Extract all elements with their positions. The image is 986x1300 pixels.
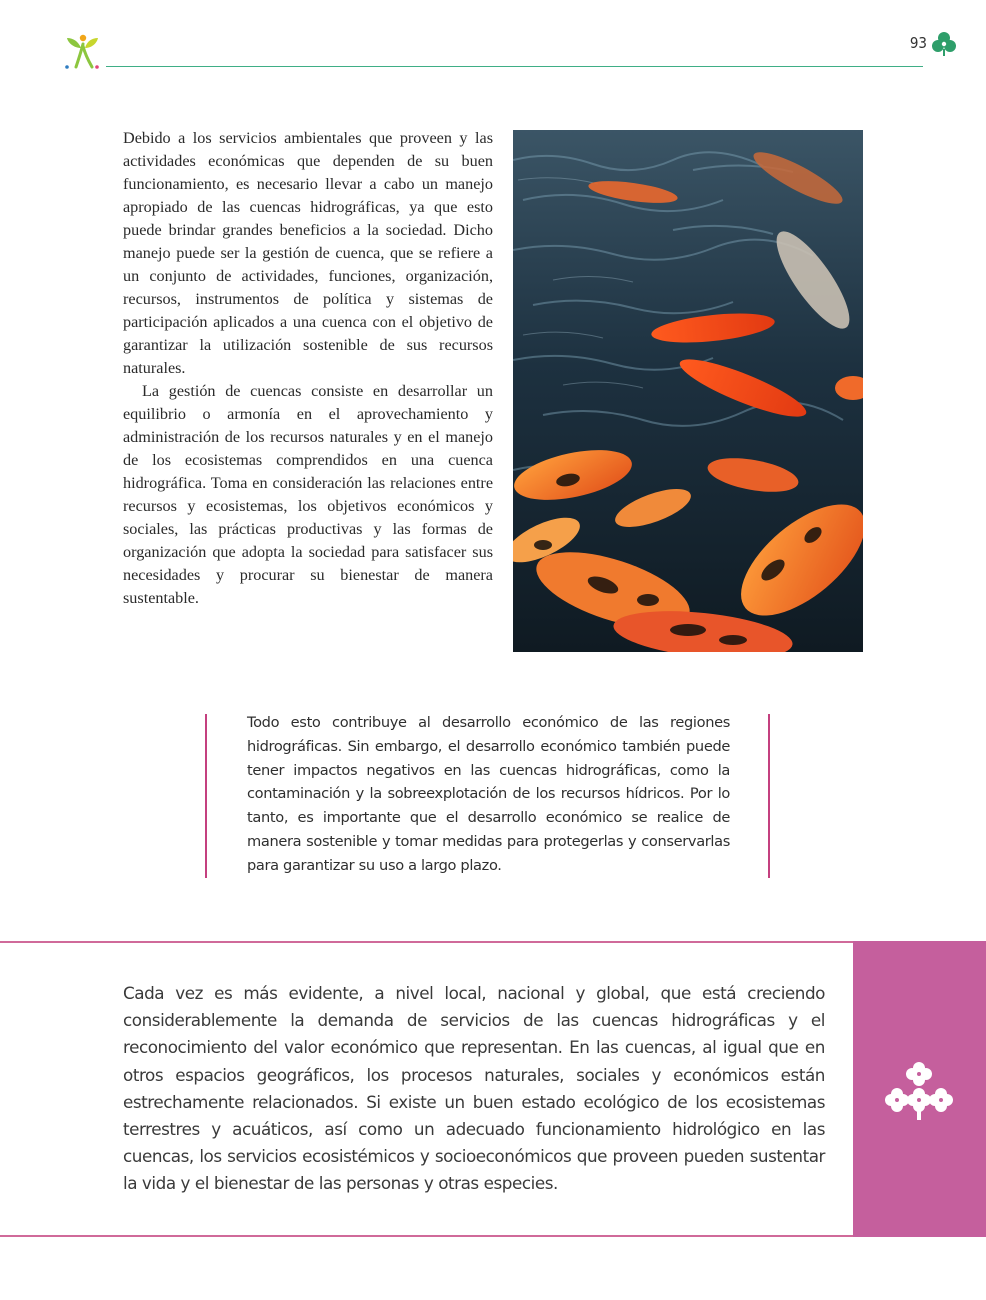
person-leaves-logo-icon (62, 32, 102, 72)
white-flower-emblem-icon (883, 1054, 955, 1126)
article-paragraph: Debido a los servicios ambientales que proveen y las actividades económicas que dependen de su buen funcionamiento, es necesario llevar a cabo un manejo apropiado de las cuencas hidrográficas, ya que esto puede brindar grandes beneficios a la sociedad. Dicho manejo puede ser la gestión de cuenca, que se refiere a un conjunto de actividades, funciones, organización, recursos, instrumentos de política y sistemas de participación aplicados a una cuenca con el objetivo de garantizar la utilización sostenible de sus recursos naturales. (123, 129, 493, 377)
article-paragraph: La gestión de cuencas consiste en desarrollar un equilibrio o armonía en el aprovechamiento y administración de los recursos naturales y en el manejo de los ecosistemas comprendidos en una cuenca hidrográfica. Toma en consideración las relaciones entre recursos y ecosistemas, los objetivos económicos y sociales, las prácticas productivas y las formas de organización que adopta la sociedad para satisfacer sus necesidades y procurar su bienestar de manera sustentable. (123, 382, 493, 607)
header-rule (106, 66, 923, 67)
callout-text: Todo esto contribuye al desarrollo económico de las regiones hidrográficas. Sin embargo, el desarrollo económico también puede tener impactos negativos en las cuencas hidrográficas, como la contaminación y la sobreexplotación de los recursos hídricos. Por lo tanto, es importante que el desarrollo económico se realice de manera sostenible y tomar medidas para protegerlas y conservarlas para garantizar su uso a largo plazo. (247, 714, 730, 874)
band-text: Cada vez es más evidente, a nivel local, nacional y global, que está creciendo considerablemente la demanda de servicios de las cuencas hidrográficas y el reconocimiento del valor económico que representan. En las cuencas, al igual que en otros espacios geográficos, los procesos naturales, sociales y económicos están estrechamente relacionados. Si existe un buen estado ecológico de los ecosistemas terrestres y acuáticos, así como un adecuado funcionamiento hidrológico en las cuencas, los servicios ecosistémicos y socioeconómicos que proveen pueden sustentar la vida y el bienestar de las personas y otras especies. (123, 983, 825, 1194)
callout-bar-right (768, 714, 770, 878)
band-bottom-rule (0, 1235, 853, 1237)
band-top-rule (0, 941, 853, 943)
article-body (123, 127, 493, 610)
green-clover-logo-icon (931, 31, 957, 57)
page-number: 93 (909, 34, 927, 52)
koi-fish-pond-photo (513, 130, 863, 652)
callout-bar-left (205, 714, 207, 878)
